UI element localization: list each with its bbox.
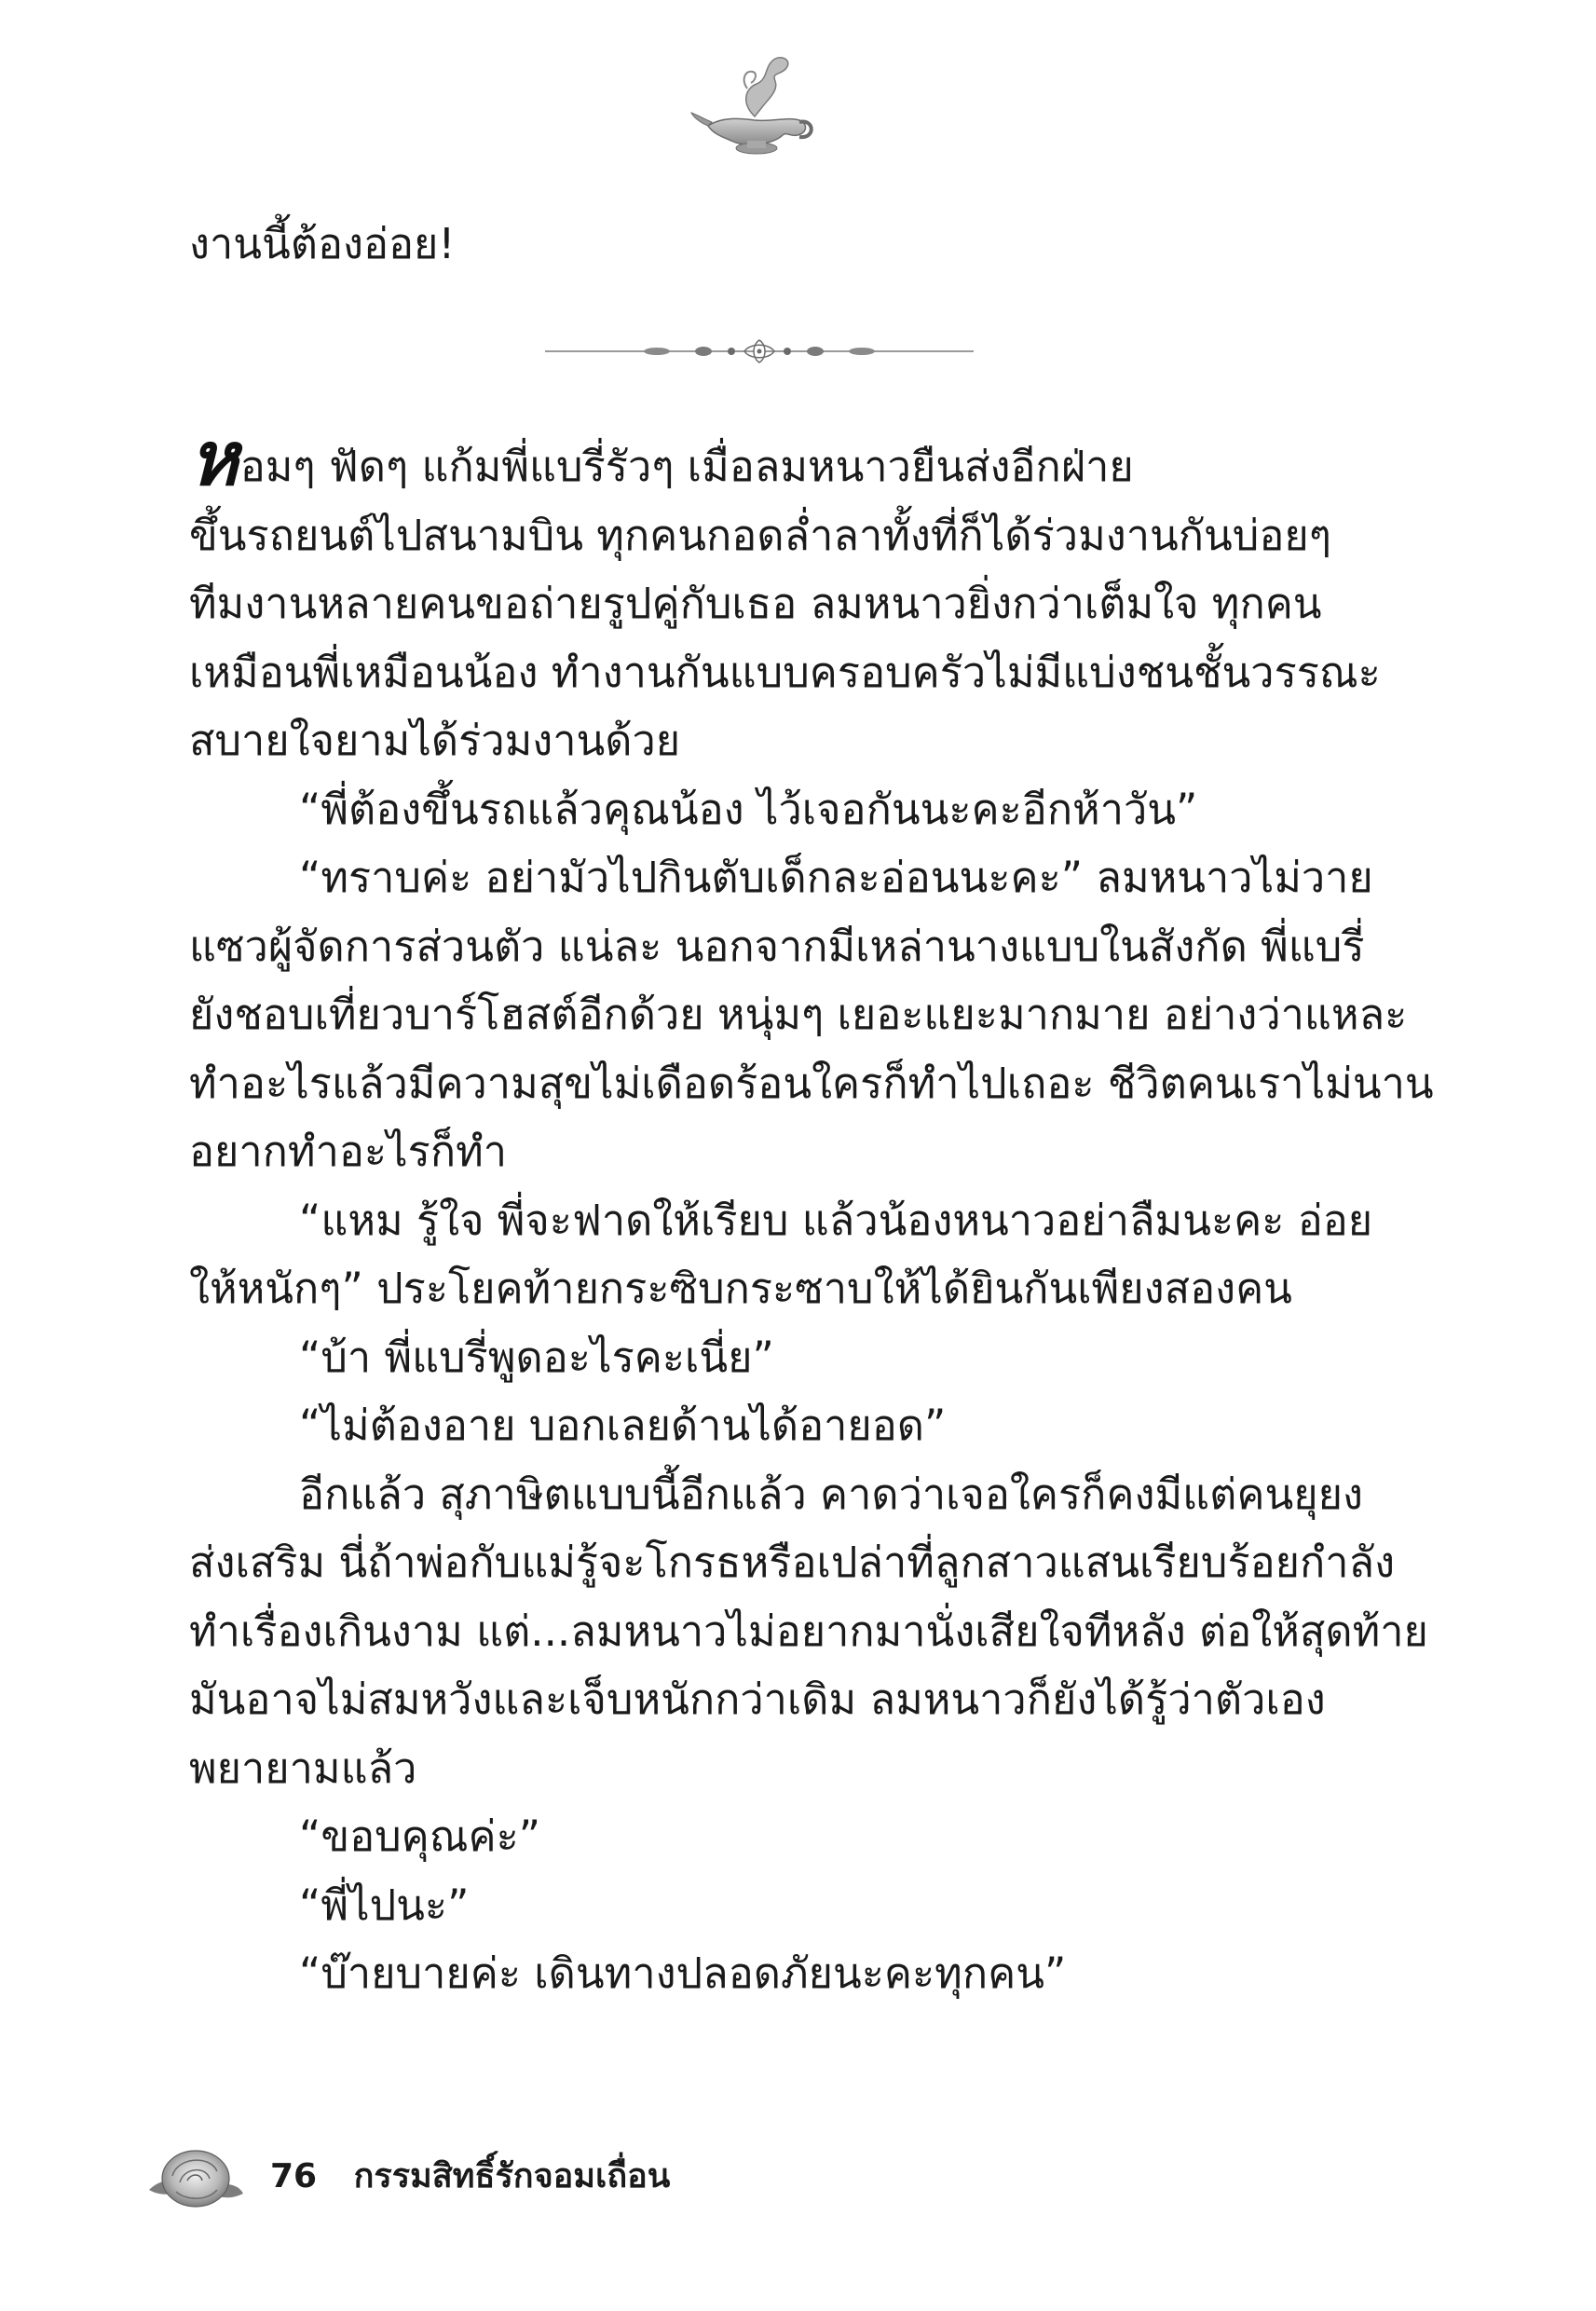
page-number: 76 [270,2157,318,2195]
dialogue-line: “แหม รู้ใจ พี่จะฟาดให้เรียบ แล้วน้องหนาวอย่าลืมนะคะ อ่อย [299,1195,1373,1245]
paragraph-line: แซวผู้จัดการส่วนตัว แน่ละ นอกจากมีเหล่านางแบบในสังกัด พี่แบรี่ [189,921,1365,971]
dialogue-line: “ขอบคุณค่ะ” [299,1812,541,1861]
paragraph-line: ทำอะไรแล้วมีความสุขไม่เดือดร้อนใครก็ทำไปเถอะ ชีวิตคนเราไม่นาน [189,1058,1434,1108]
paragraph-text: อมๆ ฟัดๆ แก้มพี่แบรี่รัวๆ เมื่อลมหนาวยืนส่งอีกฝ่าย [239,442,1134,491]
body-text [189,415,1434,2008]
genie-lamp-icon [689,51,820,163]
dialogue-line: “ทราบค่ะ อย่ามัวไปกินตับเด็กละอ่อนนะคะ” ลมหนาวไม่วาย [299,853,1373,902]
rose-icon [144,2134,247,2213]
drop-cap: ห [189,415,239,502]
paragraph-line [189,415,1326,502]
paragraph-line: ยังชอบเที่ยวบาร์โฮสต์อีกด้วย หนุ่มๆ เยอะแยะมากมาย อย่างว่าแหละ [189,990,1408,1039]
paragraph-line: อยากทำอะไรก็ทำ [189,1127,508,1176]
opening-line: งานนี้ต้องอ่อย! [189,219,456,268]
page-footer [270,2154,670,2199]
dialogue-line: “บ๊ายบายค่ะ เดินทางปลอดภัยนะคะทุกคน” [299,1949,1067,1998]
paragraph-line: ทำเรื่องเกินงาม แต่...ลมหนาวไม่อยากมานั่งเสียใจทีหลัง ต่อให้สุดท้าย [189,1606,1428,1656]
paragraph-line: เหมือนพี่เหมือนน้อง ทำงานกันแบบครอบครัวไม่มีแบ่งชนชั้นวรรณะ [189,647,1381,697]
paragraph-line: มันอาจไม่สมหวังและเจ็บหนักกว่าเดิม ลมหนาวก็ยังได้รู้ว่าตัวเอง [189,1675,1326,1724]
paragraph-line: สบายใจยามได้ร่วมงานด้วย [189,716,681,765]
ornamental-divider-icon [545,337,974,365]
paragraph-line: ทีมงานหลายคนขอถ่ายรูปคู่กับเธอ ลมหนาวยิ่งกว่าเต็มใจ ทุกคน [189,579,1322,628]
dialogue-line: “ไม่ต้องอาย บอกเลยด้านได้อายอด” [299,1401,947,1450]
dialogue-line: “พี่ต้องขึ้นรถแล้วคุณน้อง ไว้เจอกันนะคะอีกห้าวัน” [299,784,1198,834]
book-title: กรรมสิทธิ์รักจอมเถื่อน [353,2157,671,2195]
paragraph-line: ขึ้นรถยนต์ไปสนามบิน ทุกคนกอดล่ำลาทั้งที่ก็ได้ร่วมงานกันบ่อยๆ [189,510,1331,560]
paragraph-line: พยายามแล้ว [189,1743,417,1793]
dialogue-line: “บ้า พี่แบรี่พูดอะไรคะเนี่ย” [299,1332,774,1382]
dialogue-line: “พี่ไปนะ” [299,1880,470,1930]
paragraph-line: ให้หนักๆ” ประโยคท้ายกระซิบกระซาบให้ได้ยินกันเพียงสองคน [189,1264,1292,1313]
paragraph-line: อีกแล้ว สุภาษิตแบบนี้อีกแล้ว คาดว่าเจอใครก็คงมีแต่คนยุยง [299,1469,1363,1519]
paragraph-line: ส่งเสริม นี่ถ้าพ่อกับแม่รู้จะโกรธหรือเปล่าที่ลูกสาวแสนเรียบร้อยกำลัง [189,1538,1396,1587]
